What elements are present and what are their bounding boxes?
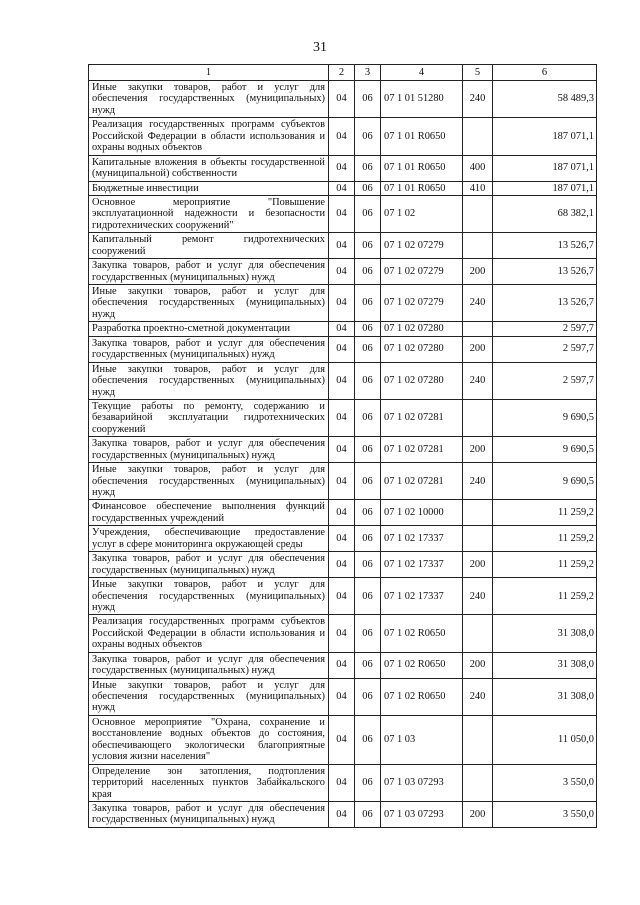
row-section-cell: 04 bbox=[329, 615, 355, 652]
row-target-article-cell: 07 1 02 07280 bbox=[381, 322, 463, 336]
row-expense-type-cell: 200 bbox=[463, 437, 493, 463]
table-row bbox=[89, 715, 597, 764]
row-target-article-cell: 07 1 02 07281 bbox=[381, 463, 463, 500]
row-expense-type-cell: 200 bbox=[463, 801, 493, 827]
row-target-article-cell: 07 1 02 07280 bbox=[381, 336, 463, 362]
row-expense-type-cell: 240 bbox=[463, 285, 493, 322]
row-amount-cell: 187 071,1 bbox=[493, 155, 597, 181]
row-amount-cell: 9 690,5 bbox=[493, 437, 597, 463]
table-row bbox=[89, 259, 597, 285]
row-target-article-cell: 07 1 02 17337 bbox=[381, 526, 463, 552]
row-target-article-cell: 07 1 01 R0650 bbox=[381, 181, 463, 195]
row-target-article-cell: 07 1 02 17337 bbox=[381, 552, 463, 578]
row-subsection-cell: 06 bbox=[355, 500, 381, 526]
row-target-article-cell: 07 1 02 10000 bbox=[381, 500, 463, 526]
row-section-cell: 04 bbox=[329, 259, 355, 285]
header-col-2: 2 bbox=[329, 65, 355, 81]
row-amount-cell: 3 550,0 bbox=[493, 764, 597, 801]
row-name-cell: Определение зон затопления, подтопления территорий населенных пунктов Забайкальского края bbox=[89, 764, 329, 801]
row-section-cell: 04 bbox=[329, 715, 355, 764]
row-expense-type-cell: 240 bbox=[463, 362, 493, 399]
table-row bbox=[89, 322, 597, 336]
row-target-article-cell: 07 1 02 07281 bbox=[381, 399, 463, 436]
row-name-cell: Реализация государственных программ субъектов Российской Федерации в области использования и охраны водных объектов bbox=[89, 118, 329, 155]
row-target-article-cell: 07 1 02 07280 bbox=[381, 362, 463, 399]
row-subsection-cell: 06 bbox=[355, 195, 381, 232]
row-subsection-cell: 06 bbox=[355, 615, 381, 652]
row-subsection-cell: 06 bbox=[355, 233, 381, 259]
row-section-cell: 04 bbox=[329, 399, 355, 436]
row-amount-cell: 11 259,2 bbox=[493, 578, 597, 615]
row-name-cell: Закупка товаров, работ и услуг для обеспечения государственных (муниципальных) нужд bbox=[89, 336, 329, 362]
row-subsection-cell: 06 bbox=[355, 155, 381, 181]
header-col-4: 4 bbox=[381, 65, 463, 81]
table-row bbox=[89, 285, 597, 322]
page-number: 31 bbox=[313, 40, 327, 55]
row-amount-cell: 2 597,7 bbox=[493, 336, 597, 362]
row-subsection-cell: 06 bbox=[355, 652, 381, 678]
row-name-cell: Закупка товаров, работ и услуг для обеспечения государственных (муниципальных) нужд bbox=[89, 552, 329, 578]
row-target-article-cell: 07 1 02 bbox=[381, 195, 463, 232]
row-name-cell: Иные закупки товаров, работ и услуг для обеспечения государственных (муниципальных) нужд bbox=[89, 578, 329, 615]
row-target-article-cell: 07 1 02 17337 bbox=[381, 578, 463, 615]
row-amount-cell: 9 690,5 bbox=[493, 399, 597, 436]
row-section-cell: 04 bbox=[329, 285, 355, 322]
row-section-cell: 04 bbox=[329, 81, 355, 118]
table-body bbox=[89, 81, 597, 828]
row-subsection-cell: 06 bbox=[355, 463, 381, 500]
row-expense-type-cell bbox=[463, 195, 493, 232]
table-row bbox=[89, 399, 597, 436]
row-amount-cell: 31 308,0 bbox=[493, 678, 597, 715]
table-row bbox=[89, 195, 597, 232]
row-amount-cell: 9 690,5 bbox=[493, 463, 597, 500]
row-name-cell: Иные закупки товаров, работ и услуг для обеспечения государственных (муниципальных) нужд bbox=[89, 362, 329, 399]
row-name-cell: Разработка проектно-сметной документации bbox=[89, 322, 329, 336]
row-section-cell: 04 bbox=[329, 233, 355, 259]
row-amount-cell: 68 382,1 bbox=[493, 195, 597, 232]
row-name-cell: Закупка товаров, работ и услуг для обеспечения государственных (муниципальных) нужд bbox=[89, 259, 329, 285]
row-subsection-cell: 06 bbox=[355, 362, 381, 399]
row-section-cell: 04 bbox=[329, 764, 355, 801]
row-section-cell: 04 bbox=[329, 362, 355, 399]
row-amount-cell: 31 308,0 bbox=[493, 652, 597, 678]
table-row bbox=[89, 233, 597, 259]
row-expense-type-cell bbox=[463, 526, 493, 552]
row-section-cell: 04 bbox=[329, 437, 355, 463]
row-subsection-cell: 06 bbox=[355, 181, 381, 195]
row-amount-cell: 58 489,3 bbox=[493, 81, 597, 118]
row-target-article-cell: 07 1 01 R0650 bbox=[381, 155, 463, 181]
row-name-cell: Закупка товаров, работ и услуг для обеспечения государственных (муниципальных) нужд bbox=[89, 652, 329, 678]
row-name-cell: Иные закупки товаров, работ и услуг для обеспечения государственных (муниципальных) нужд bbox=[89, 81, 329, 118]
row-name-cell: Иные закупки товаров, работ и услуг для обеспечения государственных (муниципальных) нужд bbox=[89, 285, 329, 322]
row-subsection-cell: 06 bbox=[355, 322, 381, 336]
row-section-cell: 04 bbox=[329, 322, 355, 336]
row-subsection-cell: 06 bbox=[355, 578, 381, 615]
row-amount-cell: 3 550,0 bbox=[493, 801, 597, 827]
table-row bbox=[89, 463, 597, 500]
row-target-article-cell: 07 1 01 R0650 bbox=[381, 118, 463, 155]
row-target-article-cell: 07 1 02 07281 bbox=[381, 437, 463, 463]
table-row bbox=[89, 578, 597, 615]
table-row bbox=[89, 652, 597, 678]
row-name-cell: Капитальный ремонт гидротехнических сооружений bbox=[89, 233, 329, 259]
row-expense-type-cell bbox=[463, 118, 493, 155]
row-expense-type-cell: 200 bbox=[463, 552, 493, 578]
table-row bbox=[89, 764, 597, 801]
row-target-article-cell: 07 1 02 R0650 bbox=[381, 652, 463, 678]
row-amount-cell: 187 071,1 bbox=[493, 118, 597, 155]
row-name-cell: Основное мероприятие "Охрана, сохранение и восстановление водных объектов до состояния, обеспечивающего экологически благоприятные условия жизни населения" bbox=[89, 715, 329, 764]
row-expense-type-cell: 400 bbox=[463, 155, 493, 181]
row-amount-cell: 11 259,2 bbox=[493, 552, 597, 578]
row-expense-type-cell: 240 bbox=[463, 678, 493, 715]
table-row bbox=[89, 678, 597, 715]
table-row bbox=[89, 155, 597, 181]
row-expense-type-cell bbox=[463, 399, 493, 436]
row-section-cell: 04 bbox=[329, 195, 355, 232]
row-subsection-cell: 06 bbox=[355, 81, 381, 118]
table-row bbox=[89, 526, 597, 552]
row-expense-type-cell bbox=[463, 764, 493, 801]
table-row bbox=[89, 336, 597, 362]
row-expense-type-cell bbox=[463, 615, 493, 652]
row-section-cell: 04 bbox=[329, 678, 355, 715]
row-expense-type-cell: 200 bbox=[463, 259, 493, 285]
table-row bbox=[89, 615, 597, 652]
budget-table bbox=[88, 64, 597, 828]
row-name-cell: Закупка товаров, работ и услуг для обеспечения государственных (муниципальных) нужд bbox=[89, 437, 329, 463]
row-subsection-cell: 06 bbox=[355, 801, 381, 827]
row-subsection-cell: 06 bbox=[355, 259, 381, 285]
row-name-cell: Закупка товаров, работ и услуг для обеспечения государственных (муниципальных) нужд bbox=[89, 801, 329, 827]
row-target-article-cell: 07 1 02 R0650 bbox=[381, 678, 463, 715]
row-subsection-cell: 06 bbox=[355, 285, 381, 322]
row-target-article-cell: 07 1 02 07279 bbox=[381, 285, 463, 322]
row-section-cell: 04 bbox=[329, 336, 355, 362]
row-section-cell: 04 bbox=[329, 155, 355, 181]
row-name-cell: Основное мероприятие "Повышение эксплуатационной надежности и безопасности гидротехнических сооружений" bbox=[89, 195, 329, 232]
row-amount-cell: 11 259,2 bbox=[493, 500, 597, 526]
row-name-cell: Учреждения, обеспечивающие предоставление услуг в сфере мониторинга окружающей среды bbox=[89, 526, 329, 552]
table-header-row bbox=[89, 65, 597, 81]
header-col-3: 3 bbox=[355, 65, 381, 81]
row-subsection-cell: 06 bbox=[355, 764, 381, 801]
table-row bbox=[89, 552, 597, 578]
row-amount-cell: 13 526,7 bbox=[493, 285, 597, 322]
row-name-cell: Иные закупки товаров, работ и услуг для обеспечения государственных (муниципальных) нужд bbox=[89, 678, 329, 715]
row-target-article-cell: 07 1 01 51280 bbox=[381, 81, 463, 118]
row-expense-type-cell: 200 bbox=[463, 336, 493, 362]
row-name-cell: Капитальные вложения в объекты государственной (муниципальной) собственности bbox=[89, 155, 329, 181]
row-expense-type-cell: 240 bbox=[463, 463, 493, 500]
row-target-article-cell: 07 1 03 07293 bbox=[381, 764, 463, 801]
row-name-cell: Иные закупки товаров, работ и услуг для обеспечения государственных (муниципальных) нужд bbox=[89, 463, 329, 500]
row-target-article-cell: 07 1 02 07279 bbox=[381, 259, 463, 285]
header-col-5: 5 bbox=[463, 65, 493, 81]
row-expense-type-cell: 410 bbox=[463, 181, 493, 195]
row-target-article-cell: 07 1 02 07279 bbox=[381, 233, 463, 259]
table-row bbox=[89, 118, 597, 155]
row-expense-type-cell bbox=[463, 322, 493, 336]
row-section-cell: 04 bbox=[329, 463, 355, 500]
row-subsection-cell: 06 bbox=[355, 399, 381, 436]
row-expense-type-cell: 240 bbox=[463, 578, 493, 615]
row-expense-type-cell bbox=[463, 715, 493, 764]
table-row bbox=[89, 181, 597, 195]
row-amount-cell: 2 597,7 bbox=[493, 322, 597, 336]
row-amount-cell: 13 526,7 bbox=[493, 233, 597, 259]
row-name-cell: Реализация государственных программ субъектов Российской Федерации в области использования и охраны водных объектов bbox=[89, 615, 329, 652]
row-target-article-cell: 07 1 03 bbox=[381, 715, 463, 764]
row-amount-cell: 11 259,2 bbox=[493, 526, 597, 552]
row-expense-type-cell: 200 bbox=[463, 652, 493, 678]
table-row bbox=[89, 81, 597, 118]
table-row bbox=[89, 500, 597, 526]
row-expense-type-cell: 240 bbox=[463, 81, 493, 118]
row-name-cell: Текущие работы по ремонту, содержанию и безаварийной эксплуатации гидротехнических сооружений bbox=[89, 399, 329, 436]
header-col-1: 1 bbox=[89, 65, 329, 81]
row-section-cell: 04 bbox=[329, 181, 355, 195]
row-section-cell: 04 bbox=[329, 801, 355, 827]
row-expense-type-cell bbox=[463, 233, 493, 259]
row-section-cell: 04 bbox=[329, 118, 355, 155]
row-name-cell: Бюджетные инвестиции bbox=[89, 181, 329, 195]
row-subsection-cell: 06 bbox=[355, 118, 381, 155]
table-row bbox=[89, 437, 597, 463]
row-amount-cell: 31 308,0 bbox=[493, 615, 597, 652]
row-subsection-cell: 06 bbox=[355, 715, 381, 764]
row-target-article-cell: 07 1 02 R0650 bbox=[381, 615, 463, 652]
row-amount-cell: 11 050,0 bbox=[493, 715, 597, 764]
row-amount-cell: 2 597,7 bbox=[493, 362, 597, 399]
row-subsection-cell: 06 bbox=[355, 552, 381, 578]
table-row bbox=[89, 362, 597, 399]
row-subsection-cell: 06 bbox=[355, 678, 381, 715]
row-subsection-cell: 06 bbox=[355, 526, 381, 552]
row-subsection-cell: 06 bbox=[355, 336, 381, 362]
row-amount-cell: 13 526,7 bbox=[493, 259, 597, 285]
row-name-cell: Финансовое обеспечение выполнения функций государственных учреждений bbox=[89, 500, 329, 526]
table-row bbox=[89, 801, 597, 827]
row-subsection-cell: 06 bbox=[355, 437, 381, 463]
row-section-cell: 04 bbox=[329, 526, 355, 552]
row-expense-type-cell bbox=[463, 500, 493, 526]
row-target-article-cell: 07 1 03 07293 bbox=[381, 801, 463, 827]
header-col-6: 6 bbox=[493, 65, 597, 81]
row-section-cell: 04 bbox=[329, 500, 355, 526]
row-amount-cell: 187 071,1 bbox=[493, 181, 597, 195]
row-section-cell: 04 bbox=[329, 652, 355, 678]
row-section-cell: 04 bbox=[329, 552, 355, 578]
row-section-cell: 04 bbox=[329, 578, 355, 615]
